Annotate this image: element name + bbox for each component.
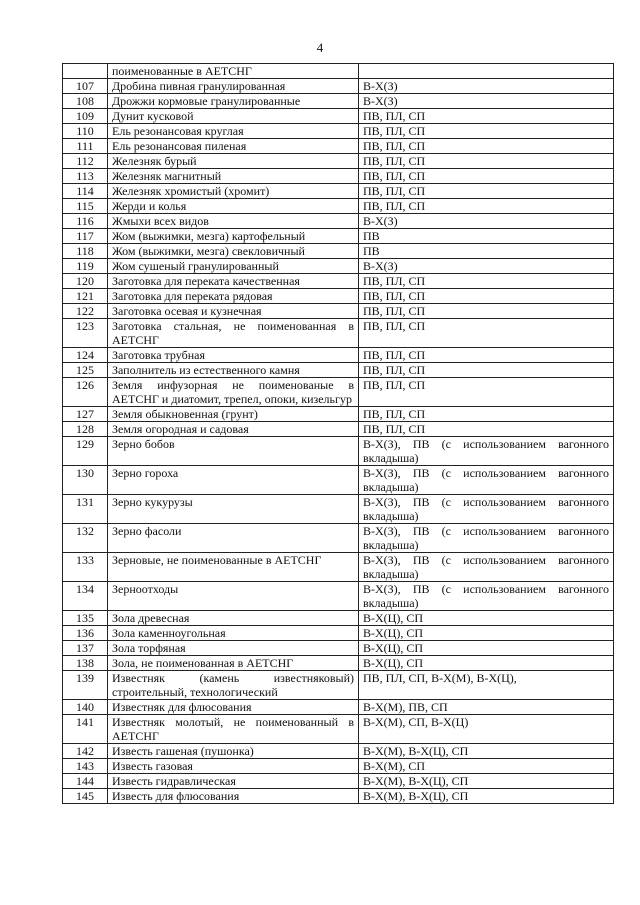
table-row [63, 124, 614, 139]
row-number-cell [63, 64, 108, 79]
table-row [63, 109, 614, 124]
cargo-name-cell: Зерноотходы [108, 582, 359, 611]
table-row [63, 304, 614, 319]
table-row [63, 244, 614, 259]
table-row [63, 626, 614, 641]
table-row [63, 466, 614, 495]
row-number-cell: 120 [63, 274, 108, 289]
cargo-name-cell: Известняк (камень известняковый) строительный, технологический [108, 671, 359, 700]
cargo-name-cell: Дунит кусковой [108, 109, 359, 124]
row-number-cell: 143 [63, 759, 108, 774]
row-number-cell: 123 [63, 319, 108, 348]
table-row [63, 582, 614, 611]
row-number-cell: 110 [63, 124, 108, 139]
cargo-name-cell: Заготовка трубная [108, 348, 359, 363]
cargo-name-cell: Земля обыкновенная (грунт) [108, 407, 359, 422]
transport-type-cell: ПВ, ПЛ, СП, В-Х(М), В-Х(Ц), [359, 671, 614, 700]
cargo-name-cell: Зола, не поименованная в АЕТСНГ [108, 656, 359, 671]
transport-type-cell: ПВ, ПЛ, СП [359, 348, 614, 363]
transport-type-cell: В-Х(М), СП [359, 759, 614, 774]
transport-type-cell: ПВ, ПЛ, СП [359, 289, 614, 304]
table-row [63, 274, 614, 289]
cargo-name-cell: Заполнитель из естественного камня [108, 363, 359, 378]
cargo-name-cell: Железняк хромистый (хромит) [108, 184, 359, 199]
cargo-name-cell: Заготовка для переката качественная [108, 274, 359, 289]
table-row [63, 139, 614, 154]
table-row [63, 759, 614, 774]
table-row [63, 789, 614, 804]
table-row [63, 553, 614, 582]
transport-type-cell: В-Х(З) [359, 94, 614, 109]
transport-type-cell: ПВ [359, 244, 614, 259]
row-number-cell: 114 [63, 184, 108, 199]
cargo-name-cell: Ель резонансовая круглая [108, 124, 359, 139]
row-number-cell: 109 [63, 109, 108, 124]
transport-type-cell: ПВ, ПЛ, СП [359, 139, 614, 154]
transport-type-cell: В-Х(М), В-Х(Ц), СП [359, 789, 614, 804]
row-number-cell: 131 [63, 495, 108, 524]
row-number-cell: 122 [63, 304, 108, 319]
transport-type-cell: ПВ, ПЛ, СП [359, 407, 614, 422]
cargo-name-cell: Зерно бобов [108, 437, 359, 466]
cargo-name-cell: Железняк бурый [108, 154, 359, 169]
row-number-cell: 129 [63, 437, 108, 466]
table-row [63, 611, 614, 626]
row-number-cell: 134 [63, 582, 108, 611]
row-number-cell: 144 [63, 774, 108, 789]
row-number-cell: 142 [63, 744, 108, 759]
transport-type-cell: ПВ, ПЛ, СП [359, 109, 614, 124]
row-number-cell: 124 [63, 348, 108, 363]
transport-type-cell: ПВ, ПЛ, СП [359, 319, 614, 348]
transport-type-cell: В-Х(З) [359, 214, 614, 229]
transport-type-cell: ПВ, ПЛ, СП [359, 304, 614, 319]
cargo-name-cell: Зерновые, не поименованные в АЕТСНГ [108, 553, 359, 582]
table-row [63, 64, 614, 79]
table-row [63, 524, 614, 553]
cargo-name-cell: Жерди и колья [108, 199, 359, 214]
transport-type-cell: ПВ, ПЛ, СП [359, 363, 614, 378]
table-row [63, 378, 614, 407]
row-number-cell: 136 [63, 626, 108, 641]
row-number-cell: 118 [63, 244, 108, 259]
transport-type-cell: В-Х(З) [359, 259, 614, 274]
cargo-name-cell: Земля огородная и садовая [108, 422, 359, 437]
table-row [63, 348, 614, 363]
table-row [63, 259, 614, 274]
cargo-name-cell: Известь для флюсования [108, 789, 359, 804]
transport-type-cell: В-Х(Ц), СП [359, 611, 614, 626]
cargo-name-cell: Жом (выжимки, мезга) картофельный [108, 229, 359, 244]
transport-type-cell: В-Х(М), В-Х(Ц), СП [359, 744, 614, 759]
table-row [63, 199, 614, 214]
cargo-name-cell: Зерно кукурузы [108, 495, 359, 524]
transport-type-cell: В-Х(З), ПВ (с использованием вагонного вкладыша) [359, 524, 614, 553]
transport-type-cell: ПВ, ПЛ, СП [359, 199, 614, 214]
table-row [63, 774, 614, 789]
row-number-cell: 108 [63, 94, 108, 109]
table-row [63, 363, 614, 378]
cargo-name-cell: Ель резонансовая пиленая [108, 139, 359, 154]
table-row [63, 641, 614, 656]
table-row [63, 154, 614, 169]
table-row [63, 79, 614, 94]
cargo-name-cell: Заготовка для переката рядовая [108, 289, 359, 304]
table-row [63, 184, 614, 199]
row-number-cell: 121 [63, 289, 108, 304]
cargo-name-cell: Известняк для флюсования [108, 700, 359, 715]
cargo-name-cell: Известь гашеная (пушонка) [108, 744, 359, 759]
cargo-name-cell: Жом (выжимки, мезга) свекловичный [108, 244, 359, 259]
row-number-cell: 137 [63, 641, 108, 656]
cargo-name-cell: Железняк магнитный [108, 169, 359, 184]
row-number-cell: 140 [63, 700, 108, 715]
transport-type-cell: В-Х(З), ПВ (с использованием вагонного вкладыша) [359, 437, 614, 466]
cargo-name-cell: Известняк молотый, не поименованный в АЕТСНГ [108, 715, 359, 744]
transport-type-cell: ПВ, ПЛ, СП [359, 378, 614, 407]
cargo-name-cell: Жмыхи всех видов [108, 214, 359, 229]
transport-type-cell: ПВ, ПЛ, СП [359, 274, 614, 289]
row-number-cell: 116 [63, 214, 108, 229]
cargo-name-cell: Заготовка стальная, не поименованная в АЕТСНГ [108, 319, 359, 348]
row-number-cell: 133 [63, 553, 108, 582]
table-row [63, 214, 614, 229]
table-row [63, 495, 614, 524]
cargo-name-cell: Зола древесная [108, 611, 359, 626]
transport-type-cell: В-Х(З), ПВ (с использованием вагонного вкладыша) [359, 553, 614, 582]
cargo-name-cell: Жом сушеный гранулированный [108, 259, 359, 274]
table-row [63, 744, 614, 759]
row-number-cell: 115 [63, 199, 108, 214]
cargo-table [62, 63, 614, 804]
table-row [63, 671, 614, 700]
table-row [63, 407, 614, 422]
transport-type-cell: В-Х(Ц), СП [359, 626, 614, 641]
transport-type-cell: В-Х(Ц), СП [359, 641, 614, 656]
cargo-name-cell: Заготовка осевая и кузнечная [108, 304, 359, 319]
row-number-cell: 125 [63, 363, 108, 378]
transport-type-cell: В-Х(З), ПВ (с использованием вагонного вкладыша) [359, 466, 614, 495]
table-row [63, 289, 614, 304]
row-number-cell: 107 [63, 79, 108, 94]
transport-type-cell: ПВ, ПЛ, СП [359, 124, 614, 139]
cargo-table-body [63, 64, 614, 804]
row-number-cell: 138 [63, 656, 108, 671]
cargo-name-cell: Зола торфяная [108, 641, 359, 656]
row-number-cell: 135 [63, 611, 108, 626]
table-row [63, 700, 614, 715]
row-number-cell: 141 [63, 715, 108, 744]
transport-type-cell: В-Х(Ц), СП [359, 656, 614, 671]
row-number-cell: 126 [63, 378, 108, 407]
row-number-cell: 127 [63, 407, 108, 422]
page-number: 4 [316, 40, 324, 55]
row-number-cell: 132 [63, 524, 108, 553]
cargo-name-cell: Дробина пивная гранулированная [108, 79, 359, 94]
transport-type-cell: ПВ [359, 229, 614, 244]
transport-type-cell: В-Х(М), СП, В-Х(Ц) [359, 715, 614, 744]
table-row [63, 169, 614, 184]
transport-type-cell: В-Х(М), В-Х(Ц), СП [359, 774, 614, 789]
cargo-name-cell: Земля инфузорная не поименованые в АЕТСНГ и диатомит, трепел, опоки, кизельгур [108, 378, 359, 407]
cargo-name-cell: Зерно фасоли [108, 524, 359, 553]
row-number-cell: 117 [63, 229, 108, 244]
cargo-name-cell: Известь газовая [108, 759, 359, 774]
transport-type-cell: ПВ, ПЛ, СП [359, 169, 614, 184]
transport-type-cell: ПВ, ПЛ, СП [359, 184, 614, 199]
table-row [63, 319, 614, 348]
row-number-cell: 139 [63, 671, 108, 700]
cargo-name-cell: Зола каменноугольная [108, 626, 359, 641]
transport-type-cell [359, 64, 614, 79]
transport-type-cell: В-Х(З), ПВ (с использованием вагонного вкладыша) [359, 495, 614, 524]
table-row [63, 715, 614, 744]
row-number-cell: 111 [63, 139, 108, 154]
table-row [63, 656, 614, 671]
row-number-cell: 113 [63, 169, 108, 184]
row-number-cell: 128 [63, 422, 108, 437]
transport-type-cell: В-Х(М), ПВ, СП [359, 700, 614, 715]
cargo-name-cell: Зерно гороха [108, 466, 359, 495]
table-row [63, 437, 614, 466]
row-number-cell: 112 [63, 154, 108, 169]
transport-type-cell: В-Х(З) [359, 79, 614, 94]
cargo-name-cell: Известь гидравлическая [108, 774, 359, 789]
table-row [63, 94, 614, 109]
row-number-cell: 119 [63, 259, 108, 274]
transport-type-cell: В-Х(З), ПВ (с использованием вагонного вкладыша) [359, 582, 614, 611]
transport-type-cell: ПВ, ПЛ, СП [359, 154, 614, 169]
table-row [63, 229, 614, 244]
cargo-name-cell: Дрожжи кормовые гранулированные [108, 94, 359, 109]
table-row [63, 422, 614, 437]
cargo-name-cell: поименованные в АЕТСНГ [108, 64, 359, 79]
transport-type-cell: ПВ, ПЛ, СП [359, 422, 614, 437]
row-number-cell: 145 [63, 789, 108, 804]
row-number-cell: 130 [63, 466, 108, 495]
